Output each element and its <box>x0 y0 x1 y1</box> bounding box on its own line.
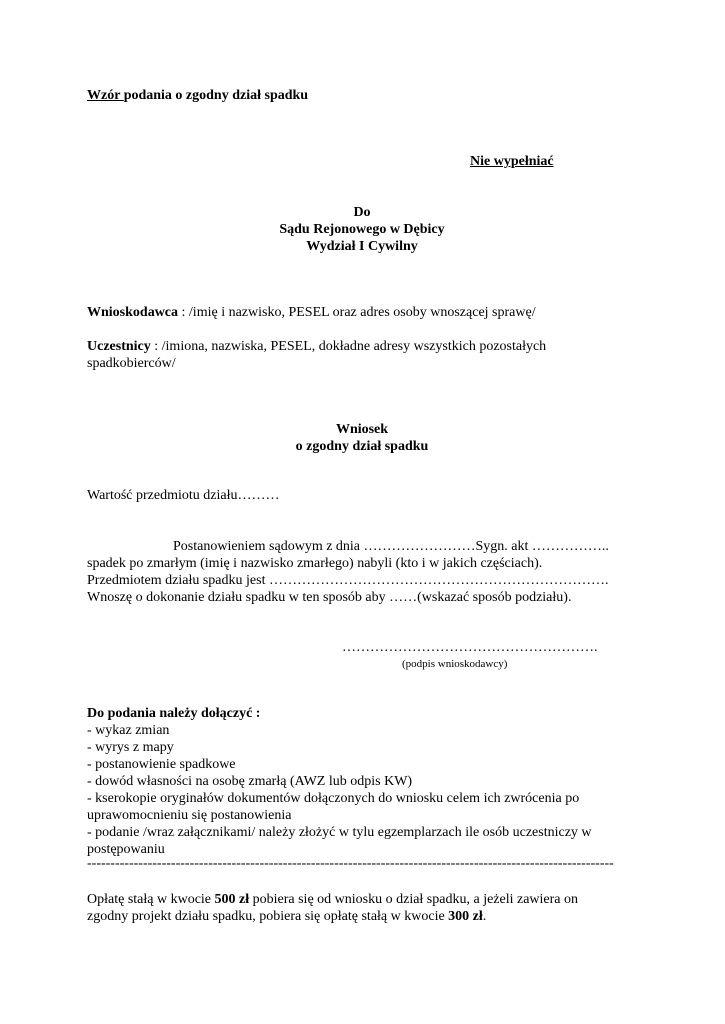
fee-text-4: . <box>482 909 487 924</box>
body-line-4: Wnoszę o dokonanie działu spadku w ten sposób aby ……(wskazać sposób podziału). <box>87 590 572 605</box>
attachment-item: uprawomocnieniu się postanowienia <box>87 808 292 823</box>
attachment-item: - postanowienie spadkowe <box>87 757 236 772</box>
attachment-item: - wyrys z mapy <box>87 740 174 755</box>
fee-amount-500: 500 zł <box>214 892 250 907</box>
document-title <box>87 87 308 104</box>
participants-text-1: : /imiona, nazwiska, PESEL, dokładne adresy wszystkich pozostałych <box>150 339 547 354</box>
attachment-item: postępowaniu <box>87 842 165 857</box>
signature-dots: ………………………………………………. <box>342 640 598 655</box>
title-rest: podania o zgodny dział spadku <box>123 88 309 103</box>
applicant-text: : /imię i nazwisko, PESEL oraz adres osoby wnoszącej sprawę/ <box>178 305 536 320</box>
applicant-label: Wnioskodawca <box>87 305 179 320</box>
applicant-line <box>87 304 536 321</box>
participants-label: Uczestnicy <box>87 339 151 354</box>
addressee-line-2: Sądu Rejonowego w Dębicy <box>279 222 445 237</box>
separator-line: ----------------------------------------------------------------------------------------------------------------- <box>87 856 614 871</box>
do-not-fill-note: Nie wypełniać <box>470 154 554 169</box>
participants-line-1 <box>87 338 546 355</box>
motion-title: Wniosek <box>335 422 389 437</box>
fee-line-2 <box>87 908 486 925</box>
body-line-2: spadek po zmarłym (imię i nazwisko zmarłego) nabyli (kto i w jakich częściach). <box>87 556 543 571</box>
fee-text-2: pobiera się od wniosku o dział spadku, a jeżeli zawiera on <box>249 892 579 907</box>
fee-text-1: Opłatę stałą w kwocie <box>87 892 215 907</box>
addressee-line-1: Do <box>353 205 371 220</box>
attachments-heading: Do podania należy dołączyć : <box>87 706 261 721</box>
fee-text-3: zgodny projekt działu spadku, pobiera się opłatę stałą w kwocie <box>87 909 449 924</box>
fee-amount-300: 300 zł <box>448 909 483 924</box>
body-line-3: Przedmiotem działu spadku jest ………………………………………………………………. <box>87 573 609 588</box>
attachment-item: - dowód własności na osobę zmarłą (AWZ lub odpis KW) <box>87 774 413 789</box>
body-line-1: Postanowieniem sądowym z dnia ……………………Sygn. akt …………….. <box>173 539 609 554</box>
title-underlined: Wzór <box>87 88 124 103</box>
participants-line-2: spadkobierców/ <box>87 356 176 371</box>
signature-caption: (podpis wnioskodawcy) <box>402 658 508 670</box>
motion-subtitle: o zgodny dział spadku <box>295 439 429 454</box>
value-line: Wartość przedmiotu działu……… <box>87 488 280 503</box>
attachment-item: - kserokopie oryginałów dokumentów dołączonych do wniosku celem ich zwrócenia po <box>87 791 580 806</box>
addressee-line-3: Wydział I Cywilny <box>306 239 418 254</box>
attachment-item: - wykaz zmian <box>87 723 170 738</box>
fee-line-1 <box>87 891 578 908</box>
attachment-item: - podanie /wraz załącznikami/ należy złożyć w tylu egzemplarzach ile osób uczestniczy w <box>87 825 592 840</box>
